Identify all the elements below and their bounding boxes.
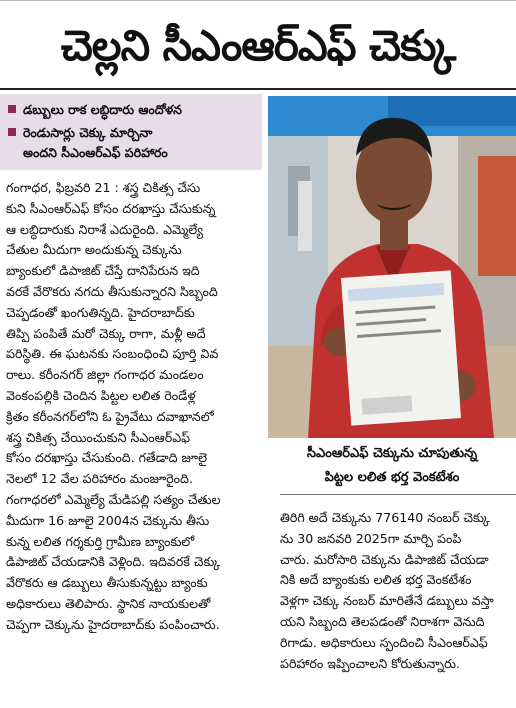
article-right-column (280, 508, 514, 674)
headline-rule (0, 88, 516, 90)
article-line: చెప్పడంతో ఖంగుతిన్నది. హైదరాబాద్‌కు (6, 304, 195, 320)
highlight-1: డబ్బులు రాక లబ్ధిదారు ఆందోళన (8, 100, 182, 120)
article-line: చేతుల మీదుగా అందుకున్న చెక్కును (6, 242, 182, 258)
article-line: తిరిగి అదే చెక్కును 776140 నంబర్ చెక్కు (280, 510, 490, 525)
article-line: రాలు. కరీంనగర్ జిల్లా గంగాధర మండలం (6, 367, 204, 383)
article-left-column (6, 178, 262, 636)
article-line: చారు. మరోసారి చెక్కును డిపాజిట్ చేయడా (280, 551, 489, 567)
article-line: నికి అదే బ్యాంకుకు లలిత భర్త వెంకటేశం (280, 572, 472, 588)
bullet-icon (8, 105, 16, 113)
caption-line: సీఎంఆర్ఎఫ్ చెక్కును చూపుతున్న (306, 446, 478, 461)
caption-rule (280, 494, 516, 495)
article-line: పరిస్థితి. ఈ ఘటనకు సంబంధించి పూర్తి వివ (6, 346, 219, 362)
article-line: కున్న లలిత గర్శకుర్తి గ్రామీణ బ్యాంకులో (6, 533, 195, 549)
article-line: పరిహారం ఇప్పించాలని కోరుతున్నారు. (280, 655, 460, 671)
article-line: ఆ లబ్ధిదారుకు నిరాశే ఎదురైంది. ఎమ్మెల్యే (6, 221, 204, 237)
article-line: కోసం దరఖాస్తు చేసుకుంది. గతేడాది జూలై (6, 450, 208, 466)
article-line: వెంకంపల్లికి చెందిన పిట్టల లలిత రెండేళ్ల (6, 387, 196, 403)
photo-caption (268, 442, 516, 490)
article-line: శస్త్ర చికిత్స చేయించుకుని సీఎంఆర్ఎఫ్ (6, 429, 191, 445)
article-line: వెళ్లగా చెక్కు నంబర్ మారితేనే డబ్బులు వస్తా (280, 593, 494, 609)
article-line: క్రితం కరీంనగర్‌లోని ఓ ప్రైవేటు దవాఖానలో (6, 408, 214, 424)
bullet-icon (8, 128, 16, 136)
article-line: అధికారులు తెలిపారు. స్థానిక నాయకులతో (6, 595, 211, 611)
article-line: మీదుగా 16 జూలై 2004న చెక్కును తీసు (6, 512, 210, 528)
article-line: కుని సీఎంఆర్ఎఫ్ కోసం దరఖాస్తు చేసుకున్న (6, 200, 216, 216)
highlights-box (0, 94, 262, 170)
article-line: ను 30 జనవరి 2025గా మార్చి పంపి (280, 530, 462, 546)
article-line: బ్యాంకులో డిపాజిట్ చేస్తే దానిపేరున ఇది (6, 263, 200, 279)
article-line: యని సిబ్బంది తెలపడంతో నిరాశగా వెనుది (280, 613, 485, 629)
news-photo (268, 96, 516, 438)
caption-line: పిట్టల లలిత భర్త వెంకటేశం (324, 470, 460, 485)
article-line: వేరొకరు ఆ డబ్బులు తీసుకున్నట్టు బ్యాంకు (6, 575, 208, 591)
top-border (0, 0, 516, 7)
article-line: గంగాధర, ఫిబ్రవరి 21 : శస్త్ర చికిత్స చేసు (6, 180, 201, 195)
highlight-2-cont: అందని సీఎంఆర్ఎఫ్ పరిహారం (23, 145, 168, 160)
article-line: వరకే వేరొకరు నగదు తీసుకున్నారని సిబ్బంది (6, 283, 218, 299)
man-holding-cheque-illustration (268, 96, 516, 438)
article-line: నెలలో 12 వేల పరిహారం మంజూరైంది. (6, 471, 193, 487)
article-line: రిగాడు. అధికారులు స్పందించి సీఎంఆర్ఎఫ్ (280, 634, 488, 650)
article-line: డిపాజిట్ చేయడానికి వెళ్లింది. ఇదివరకే చెక్కు (6, 554, 221, 570)
article-line: తిప్పి పంపితే మరో చెక్కు రాగా, మళ్లీ అదే (6, 325, 206, 341)
highlight-2: రెండుసార్లు చెక్కు మార్చినా (8, 123, 152, 143)
article-line: గంగాధరలో ఎమ్మెల్యే మేడిపల్లి సత్యం చేతుల (6, 491, 221, 507)
headline: చెల్లని సీఎంఆర్ఎఫ్ చెక్కు (60, 21, 456, 70)
article-line: చెప్పగా చెక్కును హైదరాబాద్‌కు పంపించారు. (6, 616, 220, 632)
